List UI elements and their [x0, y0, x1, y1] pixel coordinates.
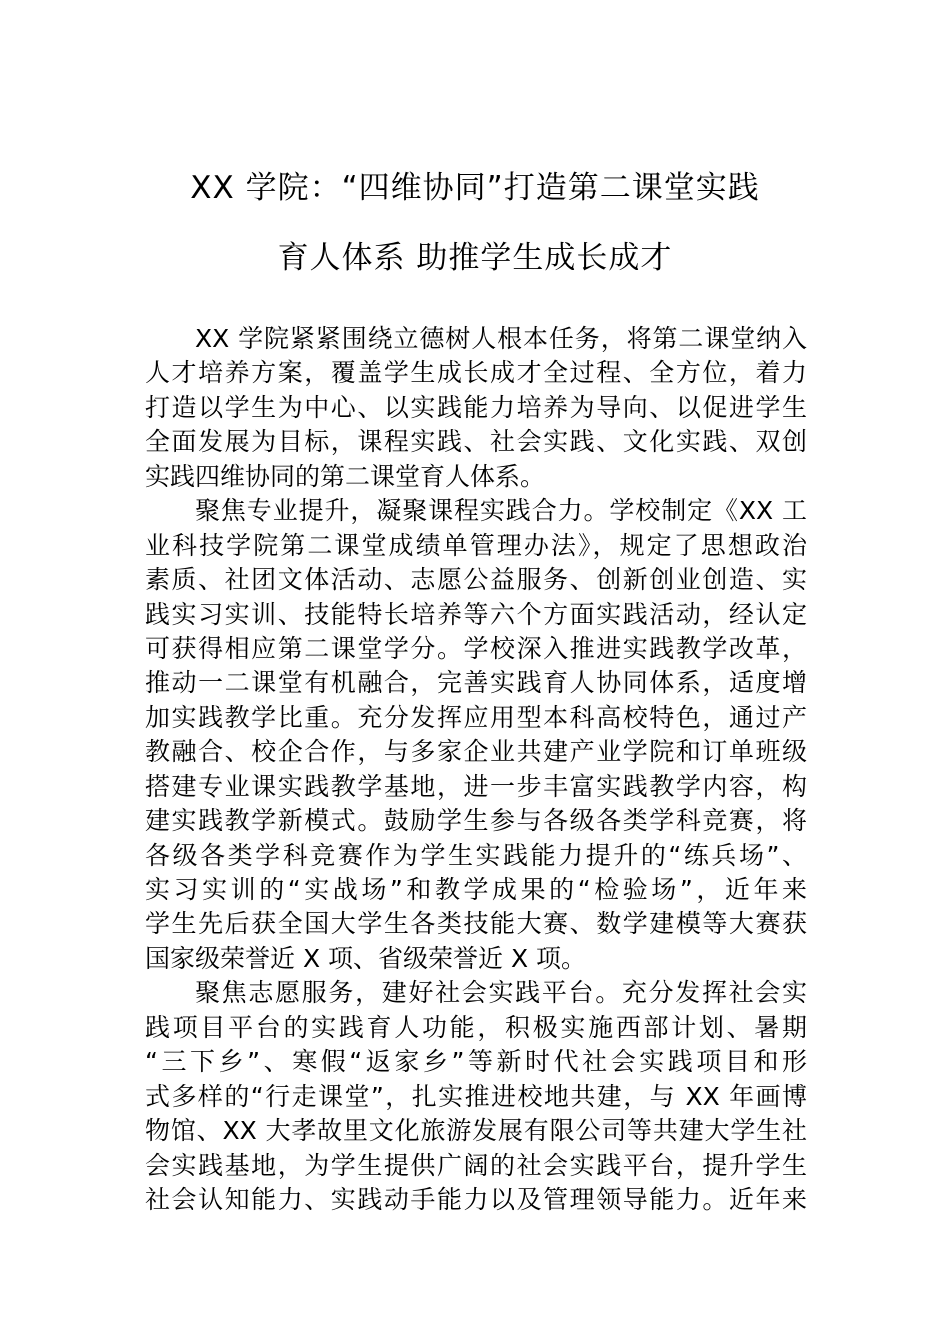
text-line: 践实习实训、技能特长培养等六个方面实践活动，经认定 — [145, 599, 807, 629]
paragraph-2 — [145, 494, 807, 976]
text-line: 会实践基地，为学生提供广阔的社会实践平台，提升学生 — [145, 1150, 807, 1180]
text-line: 业科技学院第二课堂成绩单管理办法》，规定了思想政治 — [145, 530, 807, 560]
text-line: 学生先后获全国大学生各类技能大赛、数学建模等大赛获 — [145, 909, 807, 939]
text-line: 践项目平台的实践育人功能，积极实施西部计划、暑期 — [145, 1012, 807, 1042]
text-line: 社会认知能力、实践动手能力以及管理领导能力。近年来 — [145, 1184, 807, 1214]
document-body — [145, 322, 807, 1217]
paragraph-3 — [145, 976, 807, 1217]
text-line: 各级各类学科竞赛作为学生实践能力提升的“练兵场”、 — [145, 840, 807, 870]
text-line: 物馆、XX 大孝故里文化旅游发展有限公司等共建大学生社 — [145, 1116, 807, 1146]
text-line: 国家级荣誉近 X 项、省级荣誉近 X 项。 — [145, 943, 587, 973]
text-line: 建实践教学新模式。鼓励学生参与各级各类学科竞赛，将 — [145, 806, 807, 836]
text-line: 实习实训的“实战场”和教学成果的“检验场”，近年来 — [145, 875, 807, 904]
text-line: 全面发展为目标，课程实践、社会实践、文化实践、双创 — [145, 427, 807, 457]
text-line: 打造以学生为中心、以实践能力培养为导向、以促进学生 — [145, 392, 807, 422]
text-line: 式多样的“行走课堂”，扎实推进校地共建，与 XX 年画博 — [145, 1081, 807, 1111]
text-line: 可获得相应第二课堂学分。学校深入推进实践教学改革， — [145, 633, 807, 663]
text-line: “三下乡”、寒假“返家乡”等新时代社会实践项目和形 — [145, 1047, 807, 1077]
text-line: 搭建专业课实践教学基地，进一步丰富实践教学内容，构 — [145, 771, 807, 801]
text-line: 教融合、校企合作，与多家企业共建产业学院和订单班级 — [145, 737, 807, 767]
paragraph-1 — [145, 322, 807, 494]
text-line: 素质、社团文体活动、志愿公益服务、创新创业创造、实 — [145, 565, 807, 595]
document-title-line-1: XX 学院：“四维协同”打造第二课堂实践 — [190, 170, 760, 206]
text-line: 实践四维协同的第二课堂育人体系。 — [145, 461, 546, 491]
text-line: 聚焦专业提升，凝聚课程实践合力。学校制定《XX 工 — [195, 496, 807, 526]
document-title-line-2: 育人体系 助推学生成长成才 — [277, 240, 673, 276]
text-line: 聚焦志愿服务，建好社会实践平台。充分发挥社会实 — [195, 978, 807, 1008]
text-line: 人才培养方案，覆盖学生成长成才全过程、全方位，着力 — [145, 358, 807, 388]
text-line: 推动一二课堂有机融合，完善实践育人协同体系，适度增 — [145, 668, 807, 698]
text-line: XX 学院紧紧围绕立德树人根本任务，将第二课堂纳入 — [195, 324, 807, 353]
text-line: 加实践教学比重。充分发挥应用型本科高校特色，通过产 — [145, 702, 807, 732]
